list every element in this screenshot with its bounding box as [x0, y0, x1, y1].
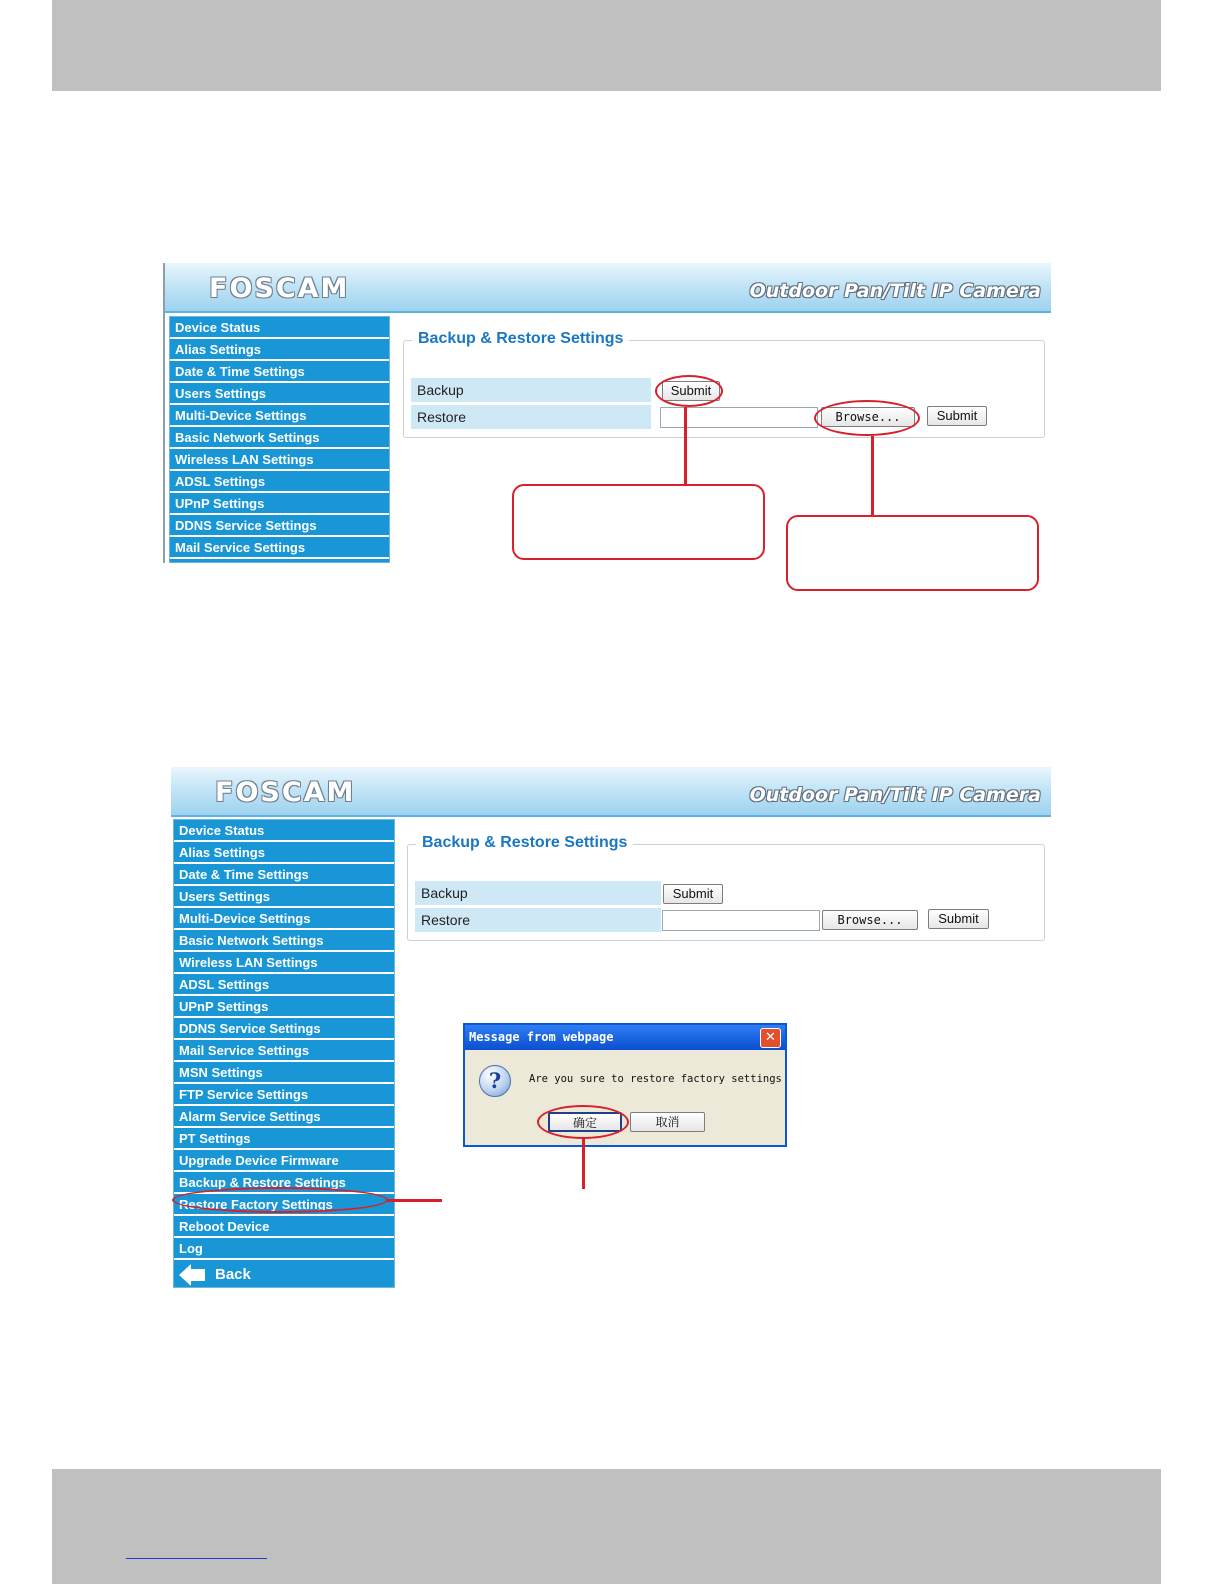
menu-item-reboot-device[interactable]: Reboot Device — [174, 1216, 394, 1238]
highlight-browse — [814, 400, 920, 436]
menu-item-mail-service-settings[interactable]: Mail Service Settings — [174, 1040, 394, 1062]
settings-menu — [169, 316, 390, 563]
callout-box-restore — [786, 515, 1039, 591]
menu-item-restore-factory-settings[interactable]: Restore Factory Settings — [174, 1194, 394, 1216]
restore-submit-button[interactable]: Submit — [927, 406, 987, 426]
back-button[interactable] — [174, 1260, 394, 1290]
pointer-line-backup — [684, 407, 687, 484]
product-title: Outdoor Pan/Tilt IP Camera — [749, 784, 1041, 806]
menu-item-upnp-settings[interactable]: UPnP Settings — [170, 493, 389, 515]
page-header-band — [52, 0, 1161, 91]
menu-item-basic-network-settings[interactable]: Basic Network Settings — [174, 930, 394, 952]
backup-submit-button[interactable]: Submit — [663, 884, 723, 904]
menu-item-alarm-service-settings[interactable]: Alarm Service Settings — [174, 1106, 394, 1128]
menu-item-date-time-settings[interactable]: Date & Time Settings — [170, 361, 389, 383]
highlight-dialog-ok — [537, 1105, 629, 1139]
menu-item-alias-settings[interactable]: Alias Settings — [174, 842, 394, 864]
menu-item-date-time-settings[interactable]: Date & Time Settings — [174, 864, 394, 886]
menu-item-adsl-settings[interactable]: ADSL Settings — [174, 974, 394, 996]
foscam-logo: FOSCAM — [209, 273, 350, 304]
camera-header — [171, 767, 1051, 817]
browse-button[interactable]: Browse... — [821, 407, 915, 427]
panel-title: Backup & Restore Settings — [412, 330, 629, 348]
back-arrow-icon — [179, 1264, 191, 1286]
menu-item-pt-settings[interactable]: PT Settings — [174, 1128, 394, 1150]
menu-item-upgrade-device-firmware[interactable]: Upgrade Device Firmware — [174, 1150, 394, 1172]
dialog-title: Message from webpage — [469, 1030, 614, 1044]
menu-item-multi-device-settings[interactable]: Multi-Device Settings — [174, 908, 394, 930]
pointer-line-browse — [871, 436, 874, 516]
menu-item-basic-network-settings[interactable]: Basic Network Settings — [170, 427, 389, 449]
restore-file-input[interactable] — [662, 910, 820, 931]
menu-item-msn-settings[interactable]: MSN Settings — [174, 1062, 394, 1084]
restore-submit-button[interactable]: Submit — [928, 909, 989, 929]
dialog-message: Are you sure to restore factory settings — [529, 1073, 782, 1085]
menu-item-adsl-settings[interactable]: ADSL Settings — [170, 471, 389, 493]
menu-item-device-status[interactable]: Device Status — [174, 820, 394, 842]
callout-box-backup — [512, 484, 765, 560]
foscam-logo: FOSCAM — [215, 777, 356, 808]
dialog-titlebar — [465, 1025, 785, 1050]
menu-item-log[interactable]: Log — [174, 1238, 394, 1260]
menu-item-wireless-lan-settings[interactable]: Wireless LAN Settings — [170, 449, 389, 471]
pointer-line-restore-factory — [387, 1199, 442, 1202]
menu-item-ftp-service-settings[interactable]: FTP Service Settings — [174, 1084, 394, 1106]
menu-item-ddns-service-settings[interactable]: DDNS Service Settings — [170, 515, 389, 537]
camera-header — [165, 263, 1051, 313]
menu-item-backup-restore-settings[interactable]: Backup & Restore Settings — [174, 1172, 394, 1194]
restore-label: Restore — [415, 908, 661, 932]
pointer-line-dialog-ok — [582, 1139, 585, 1189]
panel-title: Backup & Restore Settings — [416, 834, 633, 852]
backup-label: Backup — [411, 378, 651, 402]
menu-item-users-settings[interactable]: Users Settings — [170, 383, 389, 405]
menu-item-ddns-service-settings[interactable]: DDNS Service Settings — [174, 1018, 394, 1040]
menu-item-mail-service-settings[interactable]: Mail Service Settings — [170, 537, 389, 559]
settings-menu-full — [173, 819, 395, 1288]
backup-submit-button[interactable]: Submit — [662, 381, 720, 401]
close-icon[interactable]: ✕ — [760, 1028, 781, 1048]
menu-item-users-settings[interactable]: Users Settings — [174, 886, 394, 908]
product-title: Outdoor Pan/Tilt IP Camera — [749, 280, 1041, 302]
menu-item-device-status[interactable]: Device Status — [170, 317, 389, 339]
menu-item-upnp-settings[interactable]: UPnP Settings — [174, 996, 394, 1018]
footer-link[interactable] — [126, 1558, 267, 1559]
restore-label: Restore — [411, 405, 651, 429]
dialog-cancel-button[interactable]: 取消 — [630, 1112, 705, 1132]
browse-button[interactable]: Browse... — [822, 910, 918, 930]
menu-item-alias-settings[interactable]: Alias Settings — [170, 339, 389, 361]
highlight-backup-submit — [655, 375, 723, 407]
back-label: Back — [215, 1266, 251, 1283]
dialog-ok-button[interactable]: 确定 — [548, 1112, 622, 1132]
question-icon: ? — [479, 1065, 511, 1097]
menu-item-multi-device-settings[interactable]: Multi-Device Settings — [170, 405, 389, 427]
page-footer-band — [52, 1469, 1161, 1584]
menu-item-wireless-lan-settings[interactable]: Wireless LAN Settings — [174, 952, 394, 974]
backup-label: Backup — [415, 881, 661, 905]
highlight-restore-factory — [172, 1187, 388, 1213]
